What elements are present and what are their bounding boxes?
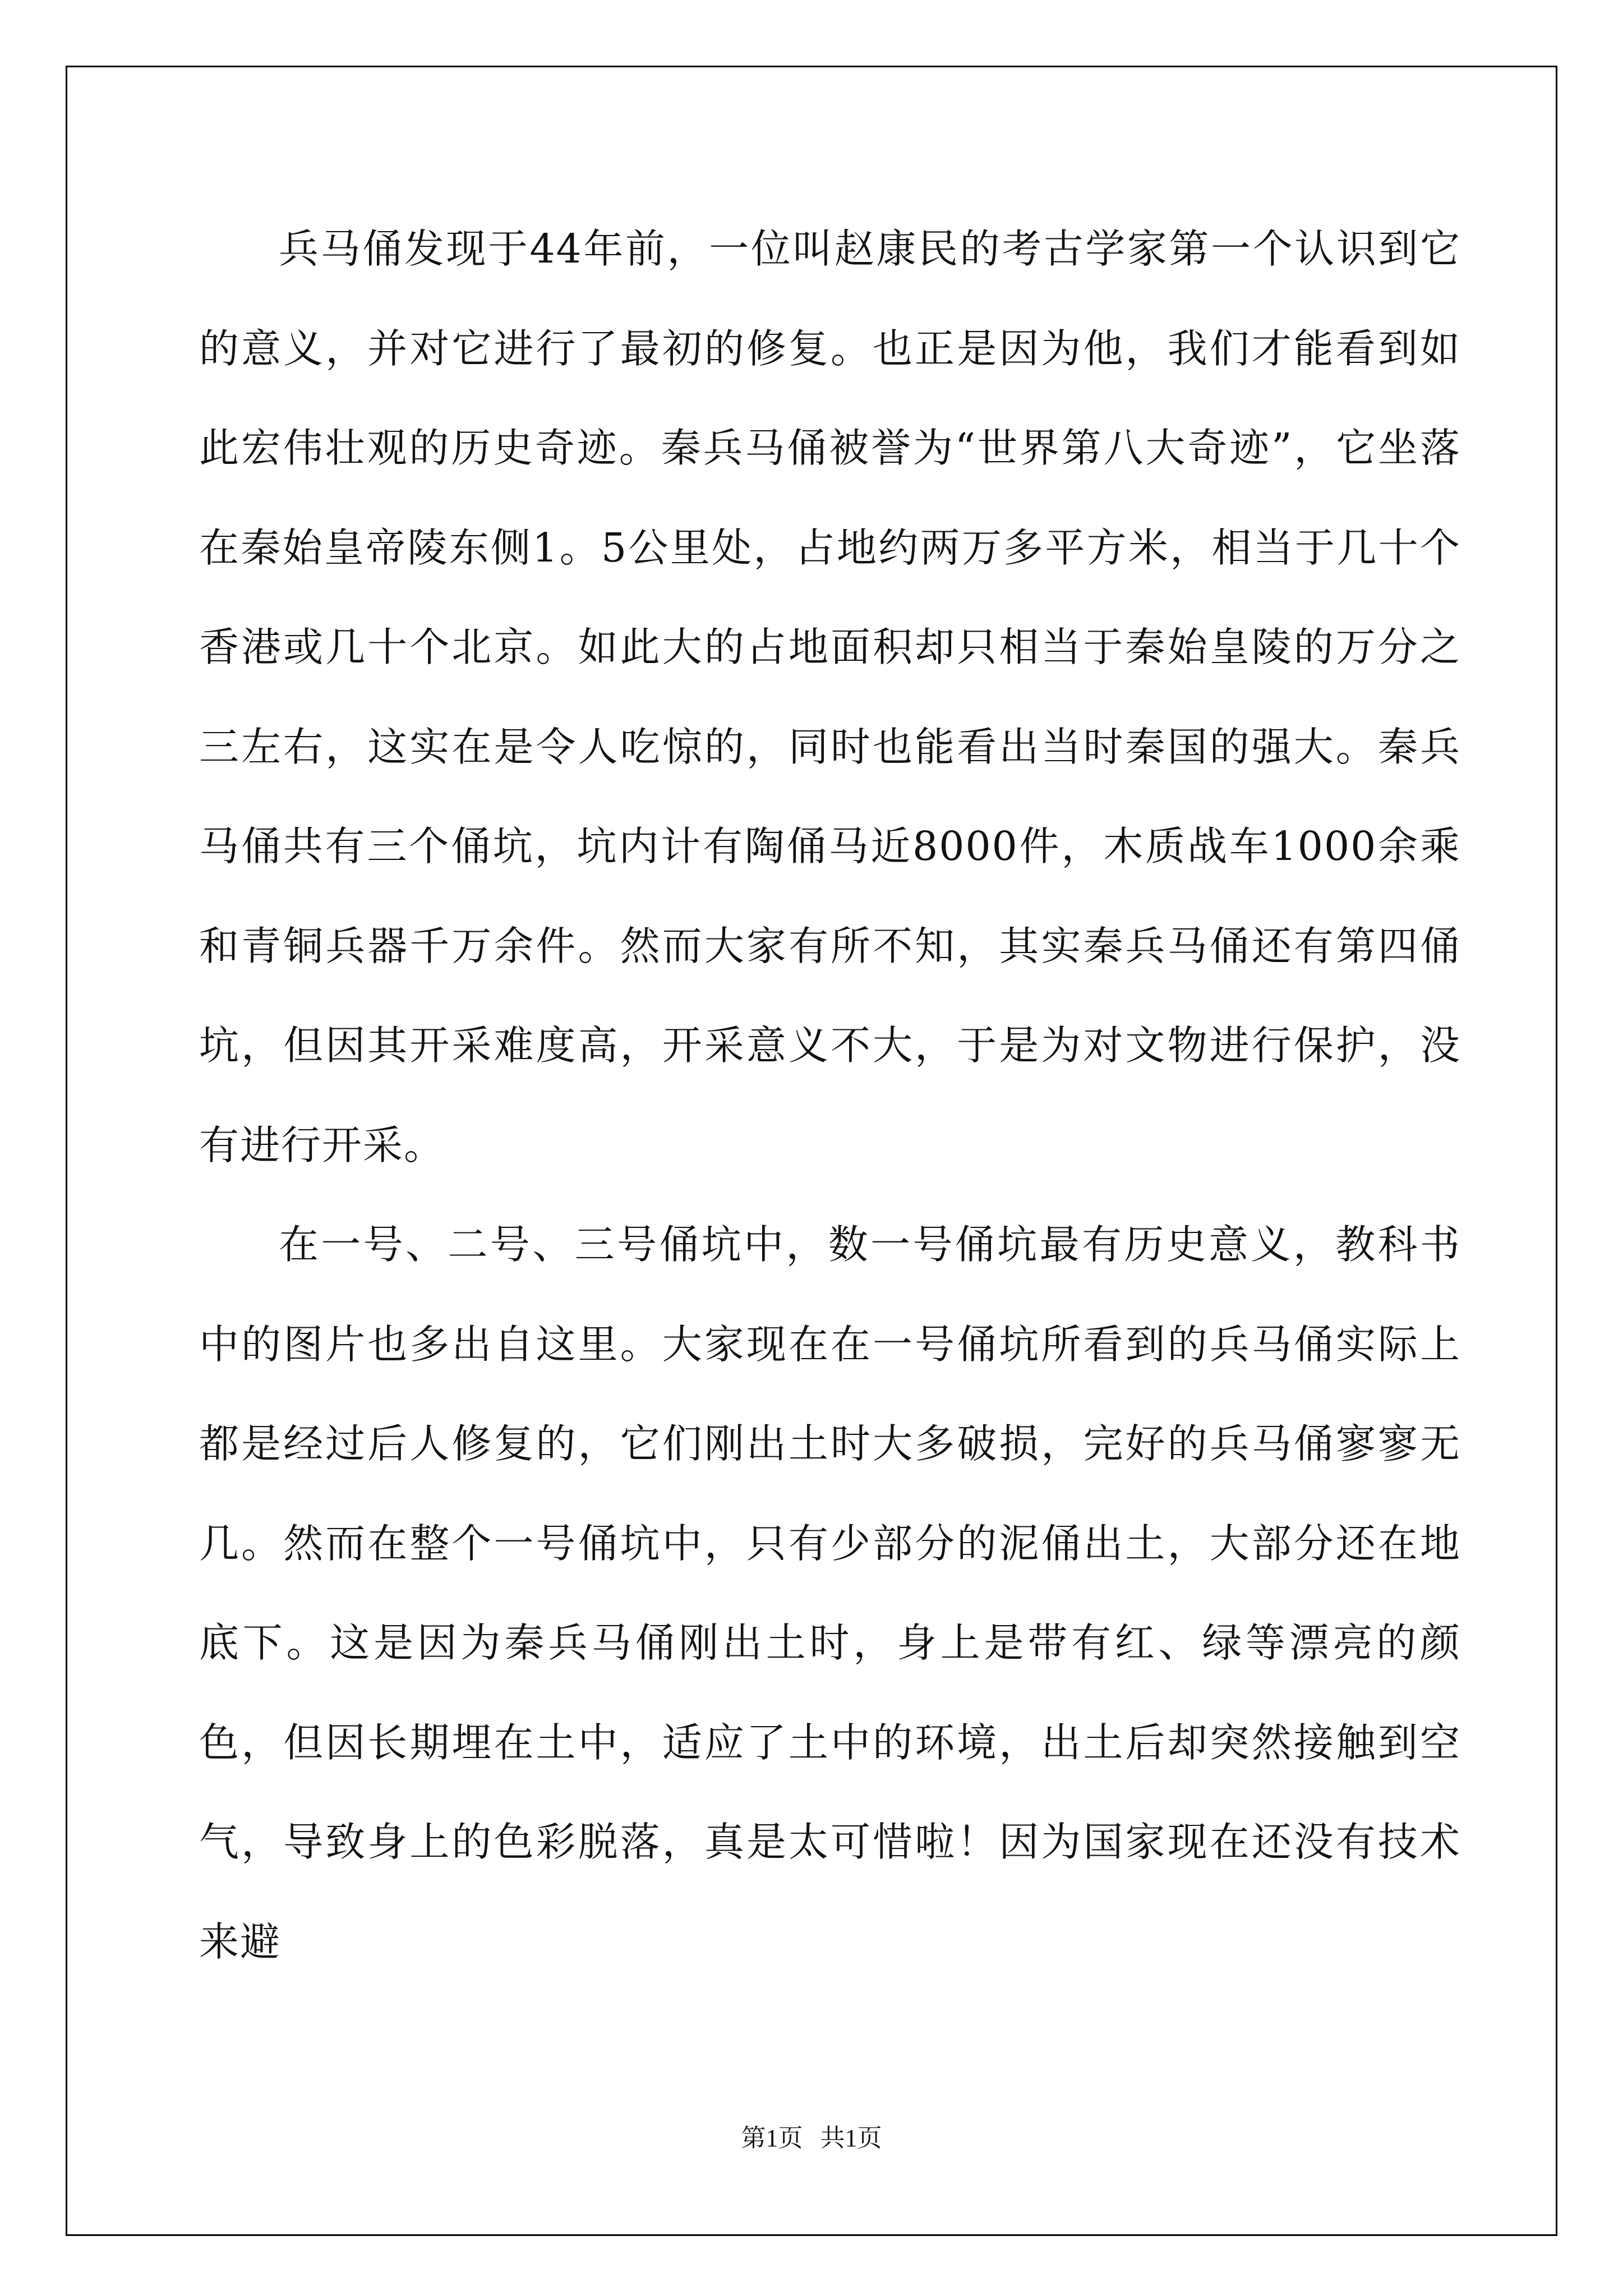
page-total: 共1页 — [820, 2124, 882, 2152]
page-number: 第1页 — [741, 2124, 803, 2152]
page-footer — [0, 2118, 1623, 2154]
document-body — [199, 199, 1461, 1991]
paragraph: 在一号、二号、三号俑坑中，数一号俑坑最有历史意义，教科书中的图片也多出自这里。大家现在在一号俑坑所看到的兵马俑实际上都是经过后人修复的，它们刚出土时大多破损，完好的兵马俑寥寥无几。然而在整个一号俑坑中，只有少部分的泥俑出土，大部分还在地底下。这是因为秦兵马俑刚出土时，身上是带有红、绿等漂亮的颜色，但因长期埋在土中，适应了土中的环境，出土后却突然接触到空气，导致身上的色彩脱落，真是太可惜啦！因为国家现在还没有技术来避 — [199, 1221, 1461, 1965]
paragraph: 兵马俑发现于44年前，一位叫赵康民的考古学家第一个认识到它的意义，并对它进行了最初的修复。也正是因为他，我们才能看到如此宏伟壮观的历史奇迹。秦兵马俑被誉为“世界第八大奇迹”，它坐落在秦始皇帝陵东侧1。5公里处，占地约两万多平方米，相当于几十个香港或几十个北京。如此大的占地面积却只相当于秦始皇陵的万分之三左右，这实在是令人吃惊的，同时也能看出当时秦国的强大。秦兵马俑共有三个俑坑，坑内计有陶俑马近8000件，木质战车1000余乘和青铜兵器千万余件。然而大家有所不知，其实秦兵马俑还有第四俑坑，但因其开采难度高，开采意义不大，于是为对文物进行保护，没有进行开采。 — [199, 226, 1461, 1168]
